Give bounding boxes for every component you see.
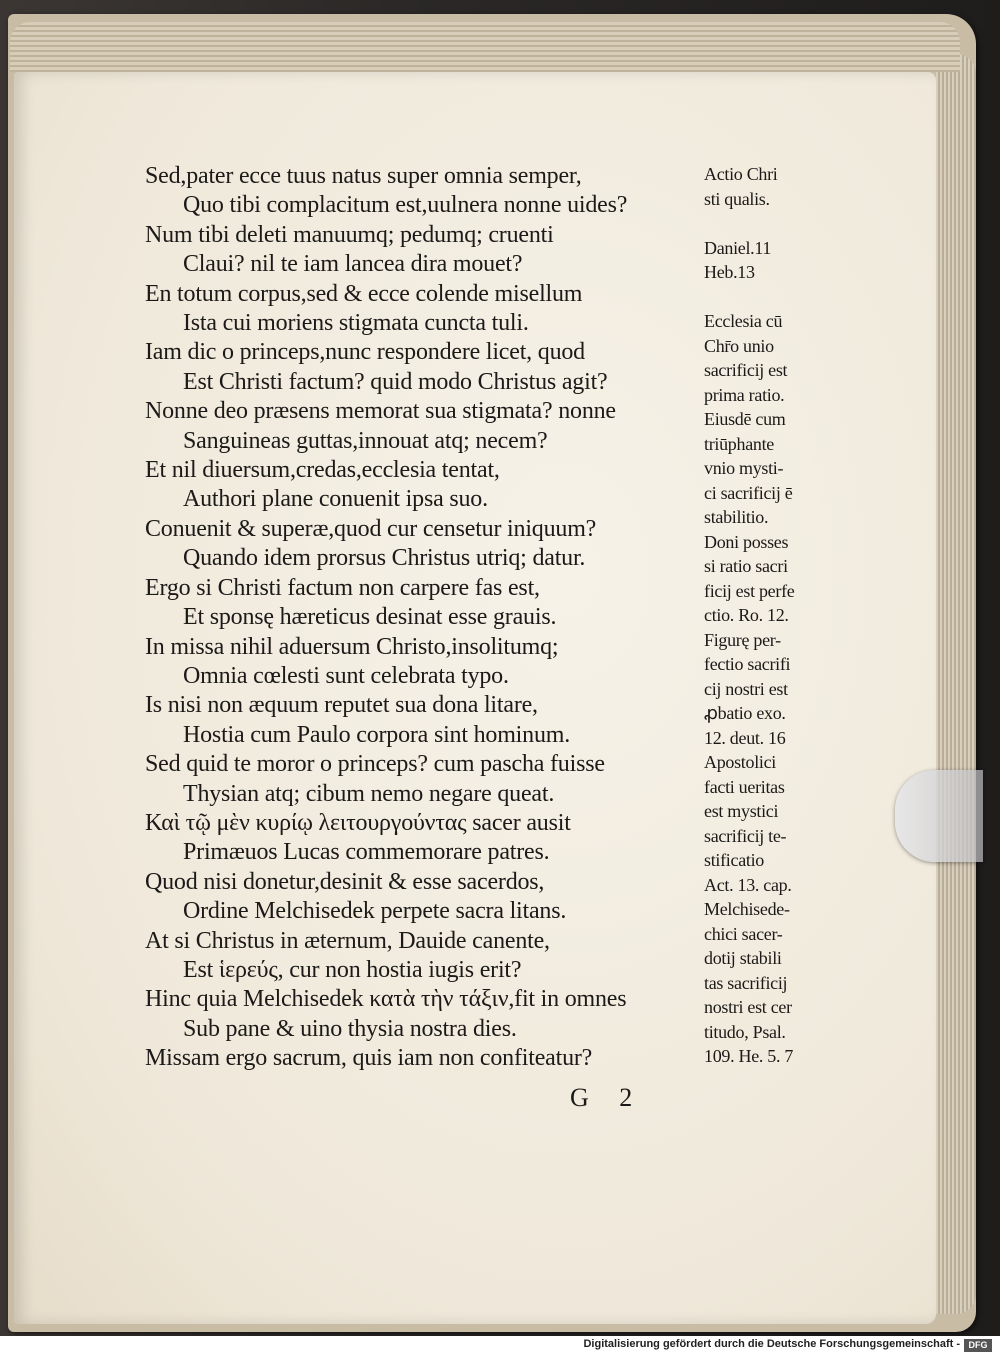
text-line: Is nisi non æquum reputet sua dona litare, [145,692,538,719]
text-line: Omnia cœlesti sunt celebrata typo. [183,662,509,689]
marginal-notes [704,162,844,1069]
margin-note-line: est mystici [704,801,779,821]
poem-body [145,162,705,1074]
text-line: At si Christus in æternum, Dauide canente, [145,927,550,954]
margin-note-line: Heb.13 [704,262,755,282]
margin-note-line: Melchisede- [704,899,790,919]
text-line: Quando idem prorsus Christus utriq; datur. [183,545,586,572]
margin-note-line: Apostolici [704,752,776,772]
text-line: Sub pane & uino thysia nostra dies. [183,1015,517,1042]
text-line: Ista cui moriens stigmata cuncta tuli. [183,310,529,337]
text-line: Ordine Melchisedek perpete sacra litans. [183,898,567,925]
text-line: Claui? nil te iam lancea dira mouet? [183,251,523,278]
text-line: Missam ergo sacrum, quis iam non confiteatur? [145,1045,593,1072]
margin-note-line: ꝓbatio exo. [704,703,786,723]
page-clip [895,770,983,862]
text-line: Est Christi factum? quid modo Christus agit? [183,368,608,395]
margin-note-line: nostri est cer [704,997,792,1017]
margin-note-line: Act. 13. cap. [704,874,792,895]
margin-note-line: stabilitio. [704,507,769,527]
margin-note-line: Daniel.11 [704,237,772,258]
margin-note-line: Figurę per- [704,629,781,650]
text-line: In missa nihil aduersum Christo,insolitumq; [145,633,559,660]
margin-note-line: Ecclesia cū [704,311,783,331]
text-line: Sed,pater ecce tuus natus super omnia semper, [145,163,582,189]
margin-note-line: Eiusdē cum [704,409,786,429]
margin-note-line: chici sacer- [704,923,783,944]
margin-note-line: Actio Chri [704,164,778,184]
margin-note-line: prima ratio. [704,384,785,405]
margin-note-line: ci sacrificij ē [704,482,793,503]
margin-note-line: facti ueritas [704,776,785,797]
text-line: Num tibi deleti manuumq; pedumq; cruenti [145,221,554,248]
text-line: Primæuos Lucas commemorare patres. [183,839,550,866]
text-line: Quod nisi donetur,desinit & esse sacerdos, [145,868,545,895]
text-line: Sanguineas guttas,innouat atq; necem? [183,427,548,454]
margin-note-line [704,211,844,236]
signature-mark: G 2 [570,1083,645,1112]
margin-note-line: fectio sacrifi [704,654,791,674]
text-line: Et sponsę hæreticus desinat esse grauis. [183,604,557,631]
margin-note-line: dotij stabili [704,948,782,968]
margin-note-line: Doni posses [704,531,789,552]
text-line: Ergo si Christi factum non carpere fas est, [145,574,540,601]
margin-note-line: sacrificij te- [704,825,787,846]
margin-note-line: tas sacrificij [704,972,788,993]
text-line: Iam dic o princeps,nunc respondere licet, quod [145,339,585,366]
top-page-edges [10,22,960,72]
margin-note-line: stificatio [704,850,764,870]
margin-note-line: sti qualis. [704,188,770,209]
margin-note-line: si ratio sacri [704,556,788,576]
text-line: Hinc quia Melchisedek κατὰ τὴν τάξιν,fit in omnes [145,986,627,1013]
text-line: Conuenit & superæ,quod cur censetur iniquum? [145,515,597,542]
text-line: Hostia cum Paulo corpora sint hominum. [183,721,571,748]
margin-note-line: 109. He. 5. 7 [704,1046,794,1066]
margin-note-line: ctio. Ro. 12. [704,605,789,625]
text-line: Καὶ τῷ μὲν κυρίῳ λειτουργούντας sacer ausit [145,809,571,836]
text-line: Nonne deo præsens memorat sua stigmata? nonne [145,398,616,425]
text-line: Et nil diuersum,credas,ecclesia tentat, [145,457,500,484]
text-line: Quo tibi complacitum est,uulnera nonne uides? [183,192,628,219]
margin-note-line: titudo, Psal. [704,1021,786,1042]
text-line: Est ἱερεύς, cur non hostia iugis erit? [183,956,522,983]
margin-note-line: sacrificij est [704,360,788,380]
text-line: Sed quid te moror o princeps? cum pascha fuisse [145,751,605,778]
margin-note-line: Chr̄o unio [704,335,774,356]
footer-credit: Digitalisierung gefördert durch die Deutsche Forschungsgemeinschaft - [583,1338,960,1350]
text-line: Thysian atq; cibum nemo negare queat. [183,780,555,807]
margin-note-line: ficij est perfe [704,580,795,601]
margin-note-line: triūphante [704,433,774,454]
margin-note-line: vnio mysti- [704,458,784,478]
text-line: En totum corpus,sed & ecce colende misellum [145,280,583,307]
margin-note-line: cij nostri est [704,678,788,699]
margin-note-line [704,285,844,310]
page-edges [936,54,976,1314]
margin-note-line: 12. deut. 16 [704,727,786,748]
text-line: Authori plane conuenit ipsa suo. [183,486,488,513]
dfg-logo: DFG [964,1339,992,1352]
